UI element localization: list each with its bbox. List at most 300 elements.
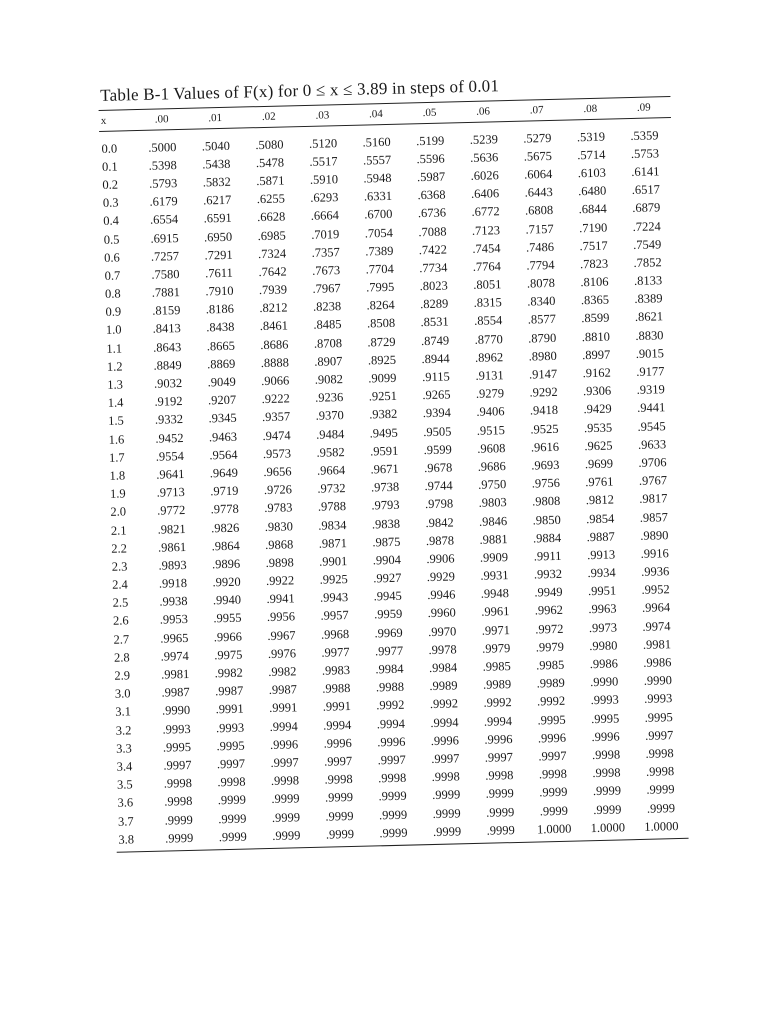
table-cell: .9993 [590,692,619,708]
table-cell: .9850 [532,512,561,528]
table-cell: .9887 [586,529,615,544]
table-cell: .7734 [419,260,448,276]
row-x-value: 0.0 [101,141,118,156]
row-x-value: 2.3 [111,559,128,574]
table-cell: .9929 [426,569,456,585]
table-cell: .7611 [204,265,233,281]
table-cell: .9686 [477,459,507,474]
table-cell: .8051 [473,277,502,292]
table-cell: .9991 [322,699,352,715]
table-cell: .7224 [632,218,661,234]
row-x-value: 1.2 [106,359,123,374]
table-cell: .9999 [431,787,461,803]
table-cell: .9995 [162,739,192,755]
table-cell: .8238 [312,299,342,315]
table-cell: .9998 [538,766,568,782]
table-cell: .9990 [590,674,619,690]
table-cell: .9998 [485,768,514,783]
table-cell: .9484 [315,426,345,442]
table-page [98,72,689,853]
table-cell: .7054 [364,225,394,241]
table-cell: .8186 [205,302,235,317]
table-cell: .7704 [365,261,394,277]
table-cell: .9893 [158,557,187,573]
table-cell: .9463 [208,429,238,444]
table-cell: .9857 [639,509,669,525]
table-cell: .9999 [539,803,569,818]
table-cell: .5398 [148,157,177,173]
table-cell: .9803 [478,495,507,511]
table-cell: .9099 [368,370,397,386]
table-cell: .8686 [260,337,289,352]
row-x-value: 0.2 [102,177,119,192]
table-cell: .9986 [643,655,672,670]
table-cell: .9345 [208,411,237,426]
table-cell: .9554 [155,448,185,464]
table-cell: .6141 [631,164,660,179]
table-cell: .9738 [370,479,400,495]
table-cell: .9909 [479,550,509,565]
table-cell: .9693 [531,457,560,473]
row-x-value: 2.4 [112,577,128,592]
table-cell: .6879 [632,200,661,216]
row-x-value: 3.8 [118,832,135,847]
table-cell: .6217 [202,192,232,208]
table-cell: .9996 [484,731,513,747]
table-cell: .9975 [214,647,243,663]
table-cell: .9898 [265,555,294,570]
table-cell: .9798 [424,496,454,512]
table-cell: .5596 [416,151,445,167]
table-cell: .9978 [428,642,457,657]
table-cell: .9793 [371,498,400,513]
table-cell: .9996 [537,730,567,746]
table-cell: .9998 [377,770,407,786]
table-cell: .9834 [318,517,347,533]
table-cell: .9981 [642,637,672,652]
table-cell: .8133 [633,273,663,289]
table-cell: .9591 [369,443,399,459]
table-cell: .9995 [537,712,566,728]
table-cell: .7549 [632,237,662,252]
table-cell: .9964 [641,600,671,616]
table-cell: .9961 [481,604,510,620]
table-cell: .9292 [529,385,558,400]
table-cell: .8078 [526,275,556,291]
row-x-value: 1.5 [108,413,124,429]
table-cell: .9993 [215,720,245,735]
table-cell: .6844 [578,201,607,217]
table-cell: .8869 [206,356,236,372]
table-cell: .9991 [215,702,244,717]
table-cell: .9982 [214,665,244,681]
table-cell: .5080 [255,137,284,152]
table-cell: .9875 [372,534,401,550]
table-cell: .7910 [205,283,234,299]
table-cell: .9767 [638,473,668,489]
table-cell: .9732 [317,481,346,496]
table-cell: .6064 [524,166,553,182]
table-cell: .9625 [584,438,613,454]
header-col: .09 [636,101,651,114]
table-cell: .9949 [534,585,563,600]
table-cell: .9515 [476,422,506,438]
table-cell: .9927 [373,570,402,586]
header-col: .05 [422,106,437,120]
table-body [99,126,688,849]
table-cell: .9678 [423,460,453,476]
table-cell: .9938 [159,594,188,609]
table-cell: .9999 [486,822,515,838]
table-cell: .7190 [578,220,608,235]
row-x-value: 3.4 [116,759,133,774]
table-cell: .8810 [581,329,611,344]
table-cell: .9997 [270,755,299,770]
table-cell: .9993 [162,721,191,737]
row-x-value: 2.9 [114,668,131,683]
row-x-value: 2.5 [112,595,129,611]
table-cell: .5160 [362,134,391,150]
table-cell: .9545 [637,418,666,434]
table-cell: .9115 [421,369,450,385]
table-cell: .9177 [636,364,665,379]
table-cell: .7794 [526,257,555,273]
row-x-value: 3.7 [117,813,134,829]
header-col: .01 [208,111,223,125]
table-cell: .7967 [312,281,341,296]
table-cell: .8315 [473,295,503,311]
table-cell: .9977 [374,643,404,659]
table-cell: .9744 [424,478,453,494]
table-cell: .8830 [635,327,664,343]
table-cell: .8212 [259,300,288,316]
table-cell: .7764 [472,259,502,274]
table-cell: .9131 [475,368,504,383]
table-cell: .6736 [417,205,447,221]
table-cell: .9999 [379,825,408,841]
table-cell: .9756 [531,475,561,491]
table-cell: .9664 [316,463,346,478]
row-x-value: 3.6 [117,795,134,811]
table-cell: .6915 [150,230,179,246]
table-cell: .5793 [148,176,178,191]
table-cell: .9656 [263,464,292,480]
table-cell: .9995 [216,738,245,754]
table-cell: .9999 [271,809,301,825]
table-cell: .5910 [309,172,339,187]
table-cell: .9990 [643,673,673,689]
table-cell: .9279 [475,386,505,402]
table-cell: .9788 [317,499,347,515]
table-cell: .9999 [592,783,622,799]
table-cell: .9147 [528,366,558,382]
table-cell: .8413 [152,321,181,337]
table-cell: .9999 [164,812,193,828]
table-cell: .7019 [311,226,340,242]
table-cell: .9966 [213,629,243,644]
table-cell: .8438 [206,320,235,335]
table-cell: .6950 [203,229,233,244]
table-cell: .9968 [320,626,350,642]
table-cell: .9713 [156,485,185,500]
row-x-value: 2.0 [110,504,127,520]
header-col: .07 [529,104,544,117]
table-cell: .9996 [269,737,299,752]
table-cell: .9162 [582,365,611,381]
table-cell: .9671 [370,461,399,477]
table-cell: .8962 [474,350,504,365]
table-cell: .9974 [160,648,189,664]
table-cell: .9997 [644,727,674,743]
table-cell: .9906 [426,551,455,567]
table-cell: .9861 [157,539,187,555]
table-cell: .9573 [262,446,292,461]
row-x-value: 1.6 [108,432,125,447]
table-cell: .9999 [646,782,675,798]
table-cell: .9911 [533,548,562,564]
header-col: .04 [368,108,383,121]
row-x-value: 1.9 [109,486,126,501]
table-cell: .9998 [163,776,193,791]
table-cell: .7486 [525,239,555,255]
table-cell: .9994 [430,714,459,730]
header-col: .02 [261,110,276,124]
table-cell: .5987 [416,169,446,185]
row-x-value: 1.7 [108,450,125,465]
table-cell: .5359 [630,127,659,143]
table-cell: .9987 [161,685,190,700]
table-cell: .9821 [157,521,186,537]
row-x-value: 0.6 [104,250,120,265]
table-cell: .9649 [209,465,239,481]
table-cell: .9222 [261,391,290,407]
table-cell: .9987 [268,682,298,698]
table-cell: .9977 [321,644,350,660]
table-cell: .5319 [576,129,606,144]
row-x-value: 0.5 [103,232,120,247]
table-cell: .9846 [478,513,508,529]
table-cell: .9986 [589,656,619,672]
table-cell: .5239 [469,131,499,147]
table-cell: .9934 [587,565,616,581]
table-cell: .8770 [474,331,503,347]
row-x-value: 0.7 [104,268,121,283]
table-cell: .6443 [524,185,553,200]
table-cell: .5478 [255,155,285,170]
table-cell: .9969 [374,625,403,641]
table-cell: .6628 [257,209,286,225]
header-col: .06 [476,105,491,118]
table-cell: .9996 [377,734,406,750]
table-cell: .9913 [586,547,616,563]
table-cell: .9953 [159,612,189,628]
table-cell: .8621 [634,309,664,325]
table-cell: .9418 [529,403,559,418]
table-cell: .9971 [481,622,511,638]
row-x-value: 1.3 [107,377,124,392]
table-cell: .9967 [267,627,296,643]
table-cell: .9999 [539,785,568,800]
table-cell: .9535 [583,420,613,435]
table-cell: .9582 [316,444,345,460]
table-cell: .9265 [422,387,451,403]
row-x-value: 1.0 [105,322,122,338]
table-cell: .9066 [261,373,290,389]
table-cell: .8888 [260,355,290,370]
table-cell: .8508 [366,316,396,331]
table-cell: .9920 [212,574,241,590]
table-cell: .9251 [368,389,398,404]
table-cell: .9830 [264,518,294,534]
row-x-value: 0.4 [103,213,120,229]
table-cell: .9997 [484,750,514,765]
table-cell: .8980 [528,348,557,364]
row-x-value: 2.6 [112,613,129,629]
table-cell: .7517 [579,238,608,253]
table-cell: .6554 [149,212,179,228]
table-cell: .9993 [644,691,673,707]
table-cell: .9972 [535,621,564,637]
table-cell: .9991 [269,700,298,716]
table-cell: .9995 [590,711,620,726]
table-cell: .7995 [365,279,395,295]
table-cell: .7852 [633,255,662,270]
table-cell: .9896 [211,556,241,572]
table-cell: .7939 [258,282,288,298]
table-cell: .5636 [469,150,499,165]
table-cell: .5199 [415,133,445,148]
table-cell: .6179 [149,194,178,209]
table-cell: .9842 [425,514,454,530]
table-cell: .9959 [373,607,403,622]
table-cell: .7642 [258,264,287,280]
table-cell: .9394 [422,405,452,421]
table-cell: .5714 [577,147,606,163]
table-cell: .8289 [419,296,449,312]
row-x-value: 3.5 [116,777,133,792]
table-cell: .9945 [373,589,402,604]
table-cell: .9505 [423,424,452,439]
table-cell: .9931 [480,568,509,583]
table-cell: .9997 [216,756,246,772]
table-caption: Table B-1 Values of F(x) for 0 ≤ x ≤ 3.89 in steps of 0.01 [99,76,500,105]
row-x-value: 0.1 [101,159,118,174]
header-col: .03 [315,109,330,122]
table-cell: .9999 [593,801,622,817]
table-cell: .9999 [324,790,354,806]
table-cell: .6406 [470,186,500,202]
table-cell: .9864 [211,538,240,554]
table-cell: .9932 [533,566,563,582]
table-cell: .8389 [634,291,663,307]
row-x-value: 2.8 [113,650,130,665]
table-cell: .9982 [268,664,297,680]
table-cell: .9997 [377,752,406,768]
header-col: .08 [583,102,598,116]
table-cell: .9998 [645,746,674,761]
table-cell: .9946 [427,587,456,603]
table-cell: .9994 [376,716,406,731]
table-cell: .9984 [375,661,404,677]
table-cell: .5675 [523,148,553,164]
table-cell: .8023 [419,278,448,294]
table-cell: .9838 [371,516,401,531]
table-cell: .6591 [203,211,232,226]
table-cell: .9956 [266,609,296,625]
table-cell: .9525 [530,421,559,437]
table-cell: .9382 [369,407,398,422]
table-cell: .9983 [321,663,351,678]
table-cell: .9370 [315,408,344,424]
row-x-value: 3.3 [116,741,132,756]
table-cell: .5871 [256,173,285,189]
table-cell: .6331 [363,189,393,204]
table-cell: .8907 [314,353,343,369]
table-cell: .8925 [367,352,397,368]
table-cell: .9599 [423,442,452,457]
table-cell: .9999 [325,808,354,824]
table-cell: .9984 [428,660,458,676]
table-cell: .9998 [217,774,246,790]
table-cell: .9881 [479,531,508,547]
table-cell: .9922 [265,573,295,589]
table-cell: .9988 [375,679,405,695]
table-cell: 1.0000 [644,818,679,834]
table-cell: .9878 [425,533,455,548]
row-x-value: 3.1 [115,704,132,720]
table-cell: .9357 [261,409,291,425]
row-x-value: 2.1 [110,522,127,538]
table-cell: .9332 [154,412,184,428]
table-cell: .9981 [160,666,190,682]
table-cell: .9936 [640,564,670,579]
table-cell: .9999 [271,791,300,807]
table-cell: .9015 [635,346,665,361]
table-cell: 1.0000 [536,821,572,837]
table-cell: .6255 [256,191,286,207]
table-cell: .7881 [151,285,181,300]
row-x-value: 3.0 [114,686,131,701]
row-x-value: 0.9 [105,304,122,320]
table-cell: .9997 [323,753,353,769]
table-cell: .8790 [528,330,557,346]
table-cell: .9999 [432,805,461,821]
table-cell: .9049 [207,374,236,390]
row-x-value: 0.3 [102,195,119,211]
table-cell: .9998 [324,772,353,787]
table-cell: .9750 [477,477,507,492]
table-cell: .9992 [376,698,405,713]
table-cell: .9306 [582,383,612,399]
table-cell: .9998 [592,765,621,781]
table-cell: .5753 [630,146,660,161]
table-cell: .7673 [311,263,341,278]
table-cell: .9772 [156,503,186,519]
table-cell: .5557 [362,152,392,168]
table-cell: .5000 [148,139,177,155]
table-cell: .9979 [481,640,511,656]
table-cell: .9997 [431,751,460,767]
table-cell: .9441 [636,400,666,416]
table-cell: .8665 [206,338,236,354]
table-cell: .9429 [583,401,612,417]
table-cell: .9616 [530,439,560,455]
table-cell: .8944 [421,351,450,367]
table-cell: .9783 [264,500,293,516]
table-cell: .8749 [420,333,450,348]
table-cell: .9992 [429,696,459,712]
table-cell: .6103 [577,165,607,181]
